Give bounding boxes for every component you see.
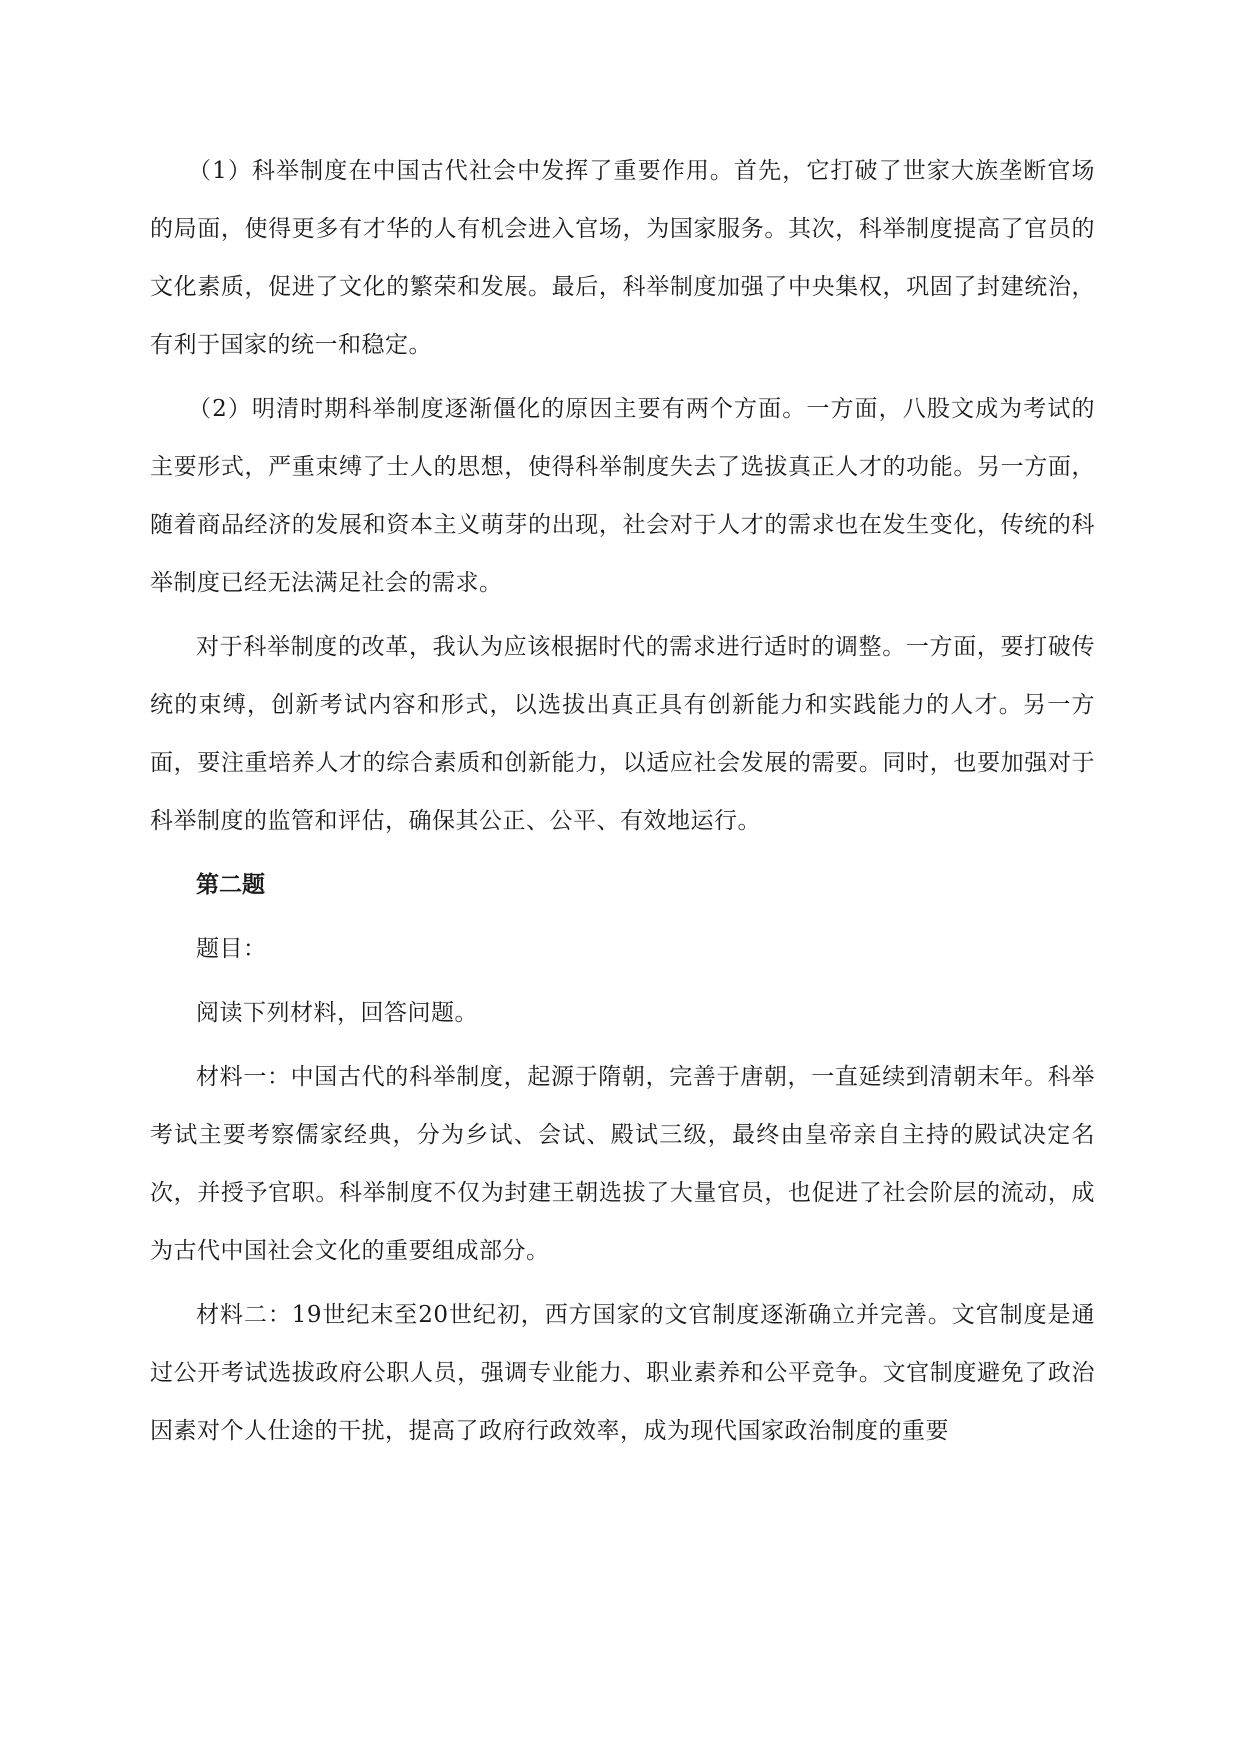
material-paragraph-2: 材料二：19世纪末至20世纪初，西方国家的文官制度逐渐确立并完善。文官制度是通过公开考试选拔政府公职人员，强调专业能力、职业素养和公平竞争。文官制度避免了政治因素对个人仕途的干扰，提高了政府行政效率，成为现代国家政治制度的重要: [150, 1302, 1095, 1444]
question-label: 题目：: [196, 936, 267, 962]
answer-paragraph-3: 对于科举制度的改革，我认为应该根据时代的需求进行适时的调整。一方面，要打破传统的束缚，创新考试内容和形式，以选拔出真正具有创新能力和实践能力的人才。另一方面，要注重培养人才的综合素质和创新能力，以适应社会发展的需要。同时，也要加强对于科举制度的监管和评估，确保其公正、公平、有效地运行。: [150, 634, 1095, 834]
document-page: [150, 142, 1095, 1460]
instruction-text: 阅读下列材料，回答问题。: [196, 1000, 478, 1026]
answer-paragraph-1: （1）科举制度在中国古代社会中发挥了重要作用。首先，它打破了世家大族垄断官场的局面，使得更多有才华的人有机会进入官场，为国家服务。其次，科举制度提高了官员的文化素质，促进了文化的繁荣和发展。最后，科举制度加强了中央集权，巩固了封建统治，有利于国家的统一和稳定。: [150, 158, 1095, 358]
answer-paragraph-2: （2）明清时期科举制度逐渐僵化的原因主要有两个方面。一方面，八股文成为考试的主要形式，严重束缚了士人的思想，使得科举制度失去了选拔真正人才的功能。另一方面，随着商品经济的发展和资本主义萌芽的出现，社会对于人才的需求也在发生变化，传统的科举制度已经无法满足社会的需求。: [150, 396, 1095, 596]
section-heading: 第二题: [196, 872, 265, 898]
material-paragraph-1: 材料一：中国古代的科举制度，起源于隋朝，完善于唐朝，一直延续到清朝末年。科举考试主要考察儒家经典，分为乡试、会试、殿试三级，最终由皇帝亲自主持的殿试决定名次，并授予官职。科举制度不仅为封建王朝选拔了大量官员，也促进了社会阶层的流动，成为古代中国社会文化的重要组成部分。: [150, 1064, 1095, 1264]
